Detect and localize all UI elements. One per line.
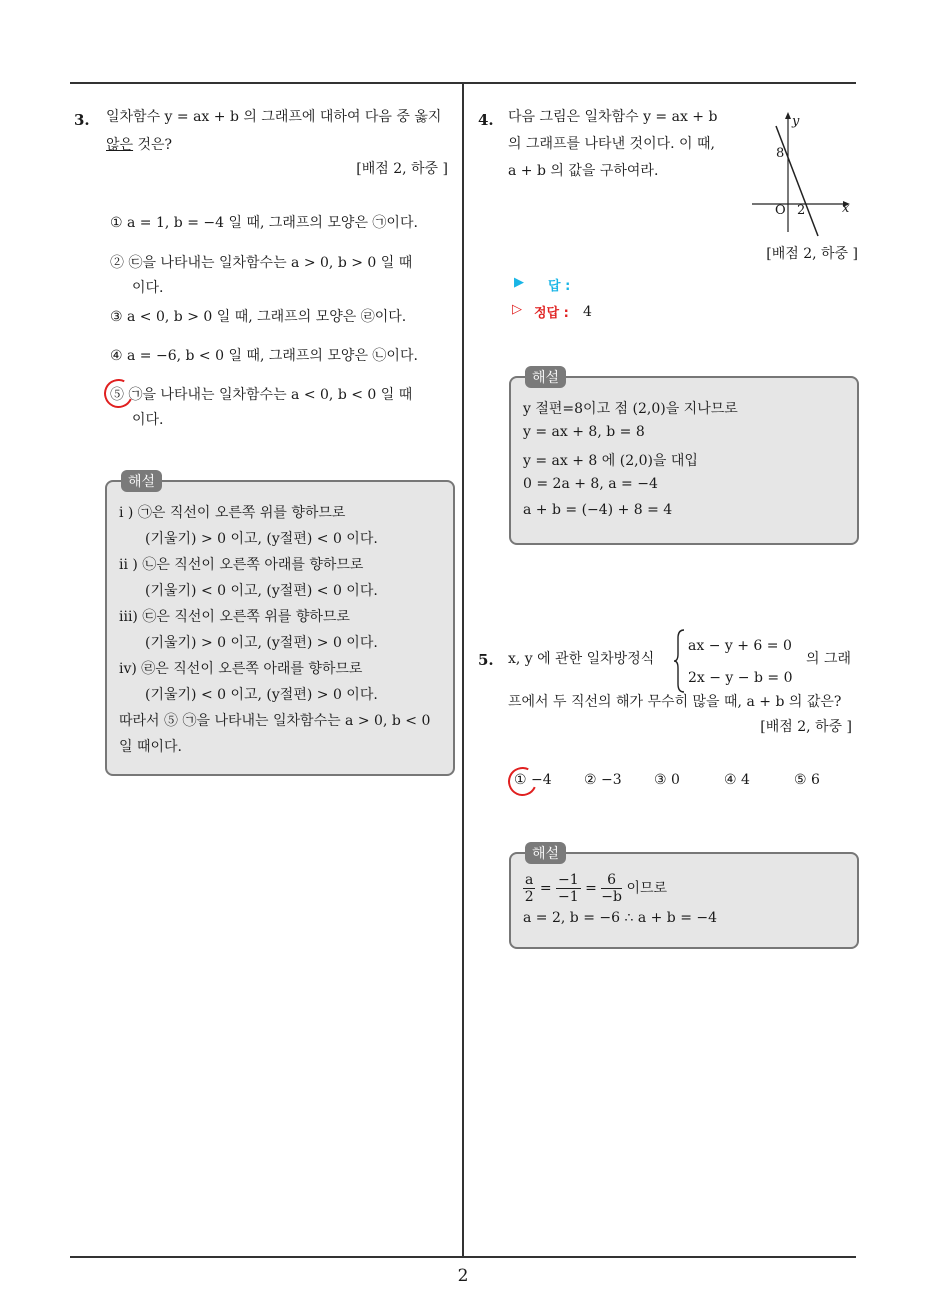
equals-sign: = (585, 880, 597, 897)
solution-line: y = ax + 8, b = 8 (523, 424, 645, 440)
equals-sign: = (539, 880, 552, 897)
q3-option-5[interactable]: ⑤ ㉠을 나타내는 일차함수는 a < 0, b < 0 일 때 (110, 387, 413, 403)
graph-line (776, 126, 818, 236)
solution-line: a = 2, b = −6 ∴ a + b = −4 (523, 910, 718, 926)
solution-line: (기울기) < 0 이고, (y절편) > 0 이다. (145, 687, 378, 703)
question-3-number: 3. (74, 111, 90, 129)
graph-y-intercept-label: 8 (776, 146, 785, 161)
fraction-1-num: a (525, 872, 534, 888)
fraction-2-num: −1 (558, 872, 579, 888)
question-4-text-line2: 의 그래프를 나타낸 것이다. 이 때, (508, 136, 715, 152)
correct-answer-circle (504, 763, 541, 800)
graph-y-label: y (792, 114, 800, 129)
system-equation-2: 2x − y − b = 0 (688, 670, 793, 686)
q4-graph (750, 112, 855, 242)
fraction-3 (601, 872, 622, 905)
question-3-points: [배점 2, 하중 ] (356, 161, 448, 177)
graph-x-intercept-label: 2 (797, 203, 806, 218)
q5-option-3[interactable]: ③ 0 (654, 772, 680, 788)
question-3-text-line1: 일차함수 y = ax + b 의 그래프에 대하여 다음 중 옳지 (106, 109, 442, 125)
solution-line: 따라서 ⑤ ㉠을 나타내는 일차함수는 a > 0, b < 0 (119, 713, 431, 729)
q3-option-5-cont: 이다. (132, 412, 164, 428)
underlined-word: 않은 (106, 137, 134, 153)
q3-option-2-cont: 이다. (132, 280, 164, 296)
system-equation-1: ax − y + 6 = 0 (688, 638, 792, 654)
question-4-points: [배점 2, 하중 ] (766, 246, 858, 262)
fraction-1 (523, 872, 535, 905)
solution-line: y 절편=8이고 점 (2,0)을 지나므로 (523, 401, 738, 417)
solution-suffix: 이므로 (626, 880, 668, 897)
q4-solution-box (509, 370, 859, 545)
solution-line: (기울기) < 0 이고, (y절편) < 0 이다. (145, 583, 378, 599)
bottom-rule (70, 1256, 856, 1258)
fraction-2-den: −1 (558, 889, 579, 905)
solution-line: (기울기) > 0 이고, (y절편) > 0 이다. (145, 635, 378, 651)
solution-line: iii) ㉢은 직선이 오른쪽 위를 향하므로 (119, 609, 350, 625)
solution-tag: 해설 (525, 842, 566, 864)
q3-option-2[interactable]: ② ㉢을 나타내는 일차함수는 a > 0, b > 0 일 때 (110, 255, 413, 271)
q3-option-1[interactable]: ① a = 1, b = −4 일 때, 그래프의 모양은 ㉠이다. (110, 215, 418, 231)
solution-line: (기울기) > 0 이고, (y절편) < 0 이다. (145, 531, 378, 547)
q5-option-5[interactable]: ⑤ 6 (794, 772, 820, 788)
solution-line: 일 때이다. (119, 739, 182, 755)
q5-option-4[interactable]: ④ 4 (724, 772, 750, 788)
solution-line: y = ax + 8 에 (2,0)을 대입 (523, 453, 698, 469)
fraction-2 (556, 872, 581, 905)
question-5-text-pre: x, y 에 관한 일차방정식 (508, 651, 655, 667)
answer-marker-icon: ▶ (514, 275, 524, 290)
question-5-text-post: 의 그래 (806, 651, 852, 667)
question-4-number: 4. (478, 111, 494, 129)
solution-line: iv) ㉣은 직선이 오른쪽 아래를 향하므로 (119, 661, 363, 677)
correct-answer-value: 4 (583, 304, 592, 320)
q5-option-2[interactable]: ② −3 (584, 772, 622, 788)
page-number: 2 (457, 1266, 469, 1286)
graph-origin-label: O (775, 203, 786, 218)
correct-answer-circle (100, 375, 137, 412)
solution-line: i ) ㉠은 직선이 오른쪽 위를 향하므로 (119, 505, 346, 521)
solution-line: a + b = (−4) + 8 = 4 (523, 502, 673, 518)
q5-solution-box (509, 846, 859, 949)
solution-fraction-line (523, 872, 667, 905)
answer-label: 답 : (548, 279, 571, 294)
question-5-points: [배점 2, 하중 ] (760, 719, 852, 735)
system-brace (674, 628, 686, 694)
question-4-text-line1: 다음 그림은 일차함수 y = ax + b (508, 109, 718, 125)
solution-line: ii ) ㉡은 직선이 오른쪽 아래를 향하므로 (119, 557, 364, 573)
solution-tag: 해설 (121, 470, 162, 492)
q5-option-1[interactable]: ① −4 (514, 772, 552, 788)
question-5-text-line2: 프에서 두 직선의 해가 무수히 많을 때, a + b 의 값은? (508, 694, 842, 710)
solution-tag: 해설 (525, 366, 566, 388)
solution-line: 0 = 2a + 8, a = −4 (523, 476, 658, 492)
correct-answer-label: 정답 : (534, 306, 569, 321)
question-4-text-line3: a + b 의 값을 구하여라. (508, 163, 659, 179)
correct-marker-icon: ▷ (512, 302, 522, 317)
y-axis-arrow (785, 112, 791, 119)
question-3-text-rest: 것은? (133, 137, 173, 153)
graph-x-label: x (842, 201, 850, 216)
column-divider (462, 82, 464, 1257)
fraction-3-num: 6 (601, 872, 622, 889)
q3-solution-box (105, 474, 455, 776)
question-5-number: 5. (478, 651, 494, 669)
fraction-1-den: 2 (524, 889, 534, 905)
fraction-3-den: −b (601, 889, 622, 905)
q3-option-4[interactable]: ④ a = −6, b < 0 일 때, 그래프의 모양은 ㉡이다. (110, 348, 418, 364)
q3-option-3[interactable]: ③ a < 0, b > 0 일 때, 그래프의 모양은 ㉣이다. (110, 309, 407, 325)
question-3-text-line2 (106, 132, 172, 158)
